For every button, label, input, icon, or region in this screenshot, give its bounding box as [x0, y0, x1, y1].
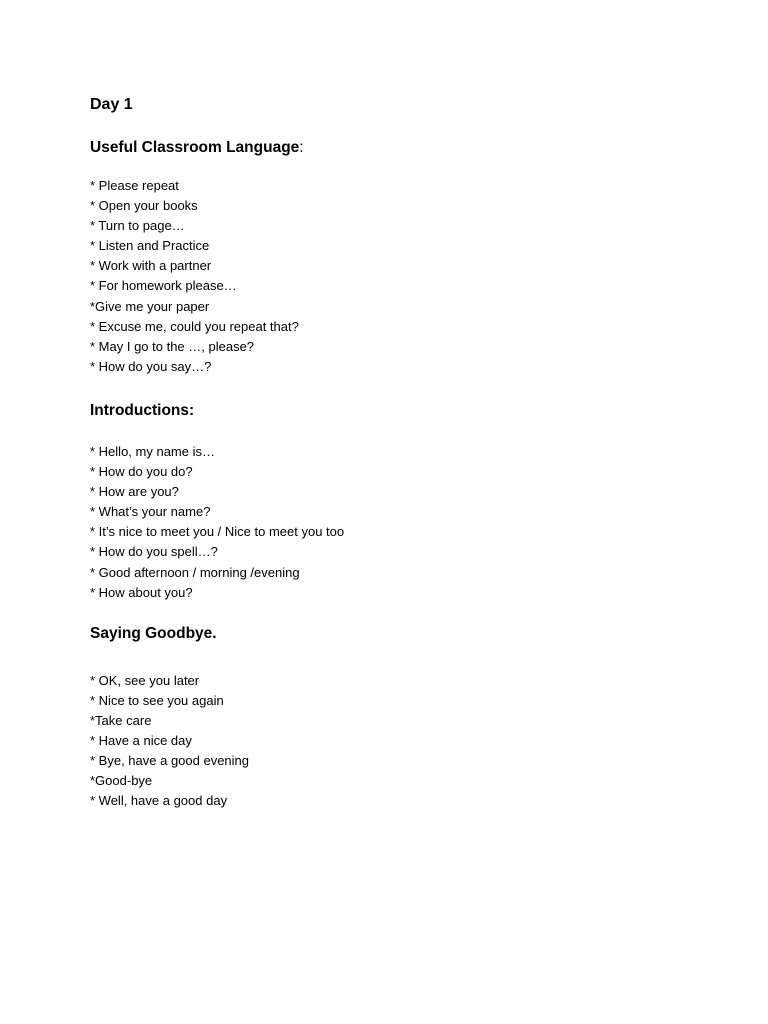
- section-heading-classroom-language: [90, 137, 710, 159]
- document-content: [90, 94, 710, 811]
- list-item: *Good-bye: [90, 773, 153, 789]
- section-heading-colon: :: [299, 139, 304, 156]
- list-item: * For homework please…: [90, 278, 237, 294]
- list-item: * Bye, have a good evening: [90, 753, 250, 769]
- list-item: * Listen and Practice: [90, 238, 210, 254]
- section-classroom-language: [90, 137, 710, 377]
- list-item: * Work with a partner: [90, 258, 212, 274]
- list-item: * Nice to see you again: [90, 692, 224, 708]
- list-item: * How do you do?: [90, 464, 193, 480]
- list-item: * Open your books: [90, 198, 198, 214]
- section-heading-text: Useful Classroom Language: [90, 139, 300, 156]
- list-item: * Turn to page…: [90, 218, 185, 234]
- saying-goodbye-list: [90, 671, 710, 812]
- list-item: * Well, have a good day: [90, 793, 228, 809]
- list-item: * Good afternoon / morning /evening: [90, 564, 300, 580]
- list-item: * May I go to the …, please?: [90, 338, 255, 354]
- list-item: * How do you say…?: [90, 358, 212, 374]
- section-heading-saying-goodbye: Saying Goodbye.: [90, 624, 217, 642]
- list-item: * It’s nice to meet you / Nice to meet you too: [90, 524, 345, 540]
- list-item: * Have a nice day: [90, 732, 192, 748]
- list-item: * Hello, my name is…: [90, 443, 215, 459]
- introductions-list: [90, 442, 710, 603]
- list-item: * Please repeat: [90, 178, 179, 193]
- list-item: * How about you?: [90, 584, 193, 600]
- list-item: * Excuse me, could you repeat that?: [90, 318, 299, 334]
- list-item: * How are you?: [90, 484, 179, 500]
- list-item: *Take care: [90, 712, 152, 728]
- day-title: Day 1: [90, 96, 133, 113]
- section-saying-goodbye: [90, 623, 710, 812]
- section-introductions: [90, 400, 710, 603]
- classroom-language-list: [90, 176, 710, 377]
- list-item: * What’s your name?: [90, 504, 211, 520]
- list-item: *Give me your paper: [90, 298, 210, 314]
- list-item: * OK, see you later: [90, 672, 200, 688]
- section-heading-introductions: Introductions:: [90, 401, 195, 419]
- list-item: * How do you spell…?: [90, 544, 218, 560]
